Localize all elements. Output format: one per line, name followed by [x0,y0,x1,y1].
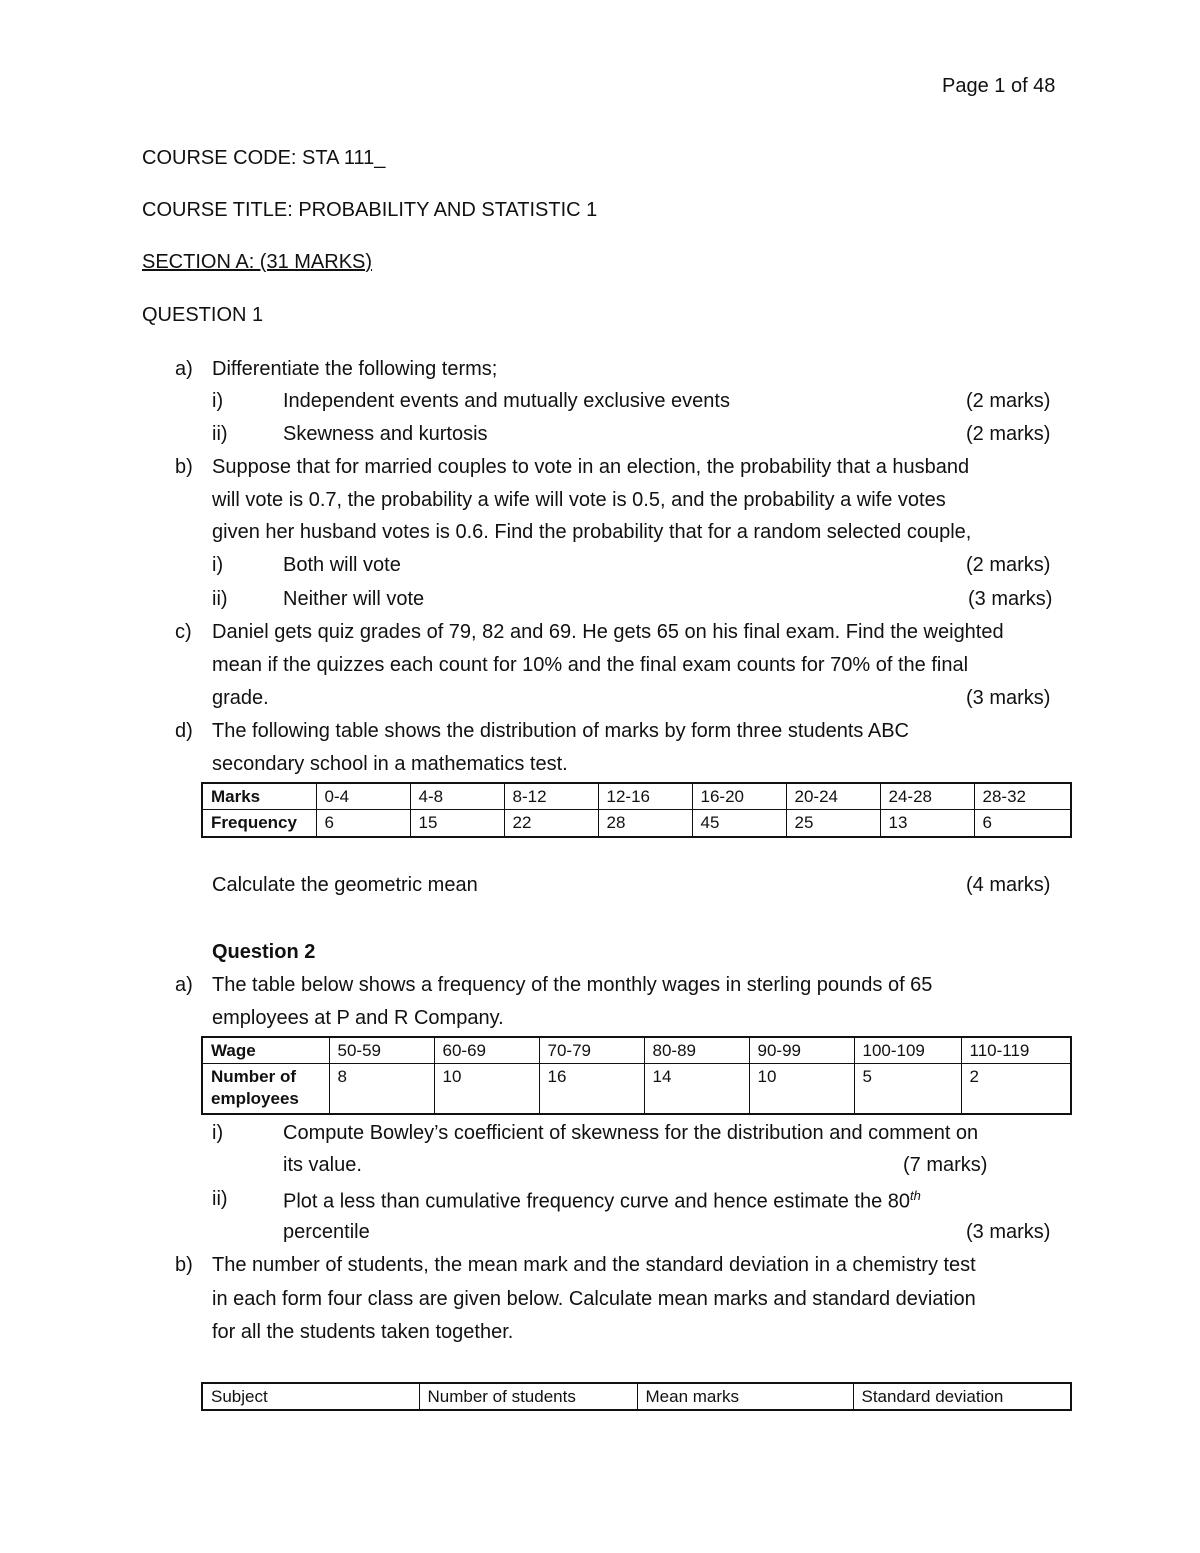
q2a-i-marks: (7 marks) [903,1154,988,1176]
table-cell: 28 [598,810,692,837]
page-number: Page 1 of 48 [942,75,1056,97]
table-cell: 0-4 [316,783,410,810]
q1b-ii-marks: (3 marks) [968,588,1053,610]
q2a-label: a) [175,974,193,996]
table-cell: Number of students [419,1383,637,1410]
table-row [202,810,1071,837]
cell-line: Number of [211,1067,296,1087]
q1b-ii-label: ii) [212,588,228,610]
q1a-label: a) [175,358,193,380]
table-cell: 10 [434,1064,539,1114]
table-row [202,783,1071,810]
table-cell: 10 [749,1064,854,1114]
table-cell: 6 [316,810,410,837]
table-row [202,1064,1071,1114]
q1a-i-text: Independent events and mutually exclusive events [283,390,730,412]
question-1-heading: QUESTION 1 [142,304,264,326]
table-cell: Subject [202,1383,419,1410]
q1b-i-text: Both will vote [283,554,401,576]
table-cell: 6 [974,810,1071,837]
q2b-line1: The number of students, the mean mark and the standard deviation in a chemistry test [212,1254,976,1276]
table-cell: 50-59 [329,1037,434,1064]
q1b-line1: Suppose that for married couples to vote in an election, the probability that a husband [212,456,970,478]
q2a-ii-line1-text: Plot a less than cumulative frequency curve and hence estimate the 80 [283,1190,911,1213]
q2b-line2: in each form four class are given below. Calculate mean marks and standard deviation [212,1288,976,1310]
q1c-line3: grade. [212,687,269,709]
table-cell: 60-69 [434,1037,539,1064]
table-cell: 22 [504,810,598,837]
table-cell: 12-16 [598,783,692,810]
q1a-ii-text: Skewness and kurtosis [283,423,488,445]
q2b-line3: for all the students taken together. [212,1321,514,1343]
table-cell: 28-32 [974,783,1071,810]
table-cell: 100-109 [854,1037,961,1064]
q1a-text: Differentiate the following terms; [212,358,498,380]
q1d-task: Calculate the geometric mean [212,874,478,896]
table-cell: 90-99 [749,1037,854,1064]
table-cell: 45 [692,810,786,837]
question-2-heading: Question 2 [212,941,316,963]
course-code: COURSE CODE: STA 111_ [142,147,386,169]
section-heading: SECTION A: (31 MARKS) [142,251,373,273]
q2a-ii-line1 [283,1189,921,1212]
course-title: COURSE TITLE: PROBABILITY AND STATISTIC 1 [142,199,598,221]
table-cell: 110-119 [961,1037,1071,1064]
q1c-label: c) [175,621,192,643]
table-cell: Standard deviation [853,1383,1071,1410]
chemistry-stats-table [201,1382,1072,1411]
q2a-ii-line2: percentile [283,1221,370,1243]
table-cell: 20-24 [786,783,880,810]
table-cell: 25 [786,810,880,837]
table-cell: Wage [202,1037,329,1064]
q1d-label: d) [175,720,193,742]
q1b-ii-text: Neither will vote [283,588,425,610]
q1c-line1: Daniel gets quiz grades of 79, 82 and 69. He gets 65 on his final exam. Find the weighted [212,621,1004,643]
q1b-label: b) [175,456,193,478]
q2a-ii-superscript: th [910,1188,921,1203]
table-cell: 16-20 [692,783,786,810]
table-cell: 5 [854,1064,961,1114]
q1a-ii-label: ii) [212,423,228,445]
table-cell: 4-8 [410,783,504,810]
table-cell: 13 [880,810,974,837]
q1a-i-marks: (2 marks) [966,390,1051,412]
q1d-line1: The following table shows the distribution of marks by form three students ABC [212,720,910,742]
table-row [202,1037,1071,1064]
table-cell: 8-12 [504,783,598,810]
q2a-ii-marks: (3 marks) [966,1221,1051,1243]
table-cell: 24-28 [880,783,974,810]
q2a-line1: The table below shows a frequency of the monthly wages in sterling pounds of 65 [212,974,933,996]
table-cell: 14 [644,1064,749,1114]
table-cell: 80-89 [644,1037,749,1064]
q1b-line3: given her husband votes is 0.6. Find the probability that for a random selected couple, [212,521,972,543]
q1d-line2: secondary school in a mathematics test. [212,753,568,775]
table-cell: 16 [539,1064,644,1114]
table-cell [202,1064,329,1114]
cell-line: employees [211,1088,299,1108]
marks-frequency-table [201,782,1072,838]
q1c-line2: mean if the quizzes each count for 10% and the final exam counts for 70% of the final [212,654,969,676]
q1a-ii-marks: (2 marks) [966,423,1051,445]
q1b-i-label: i) [212,554,224,576]
table-cell: Mean marks [637,1383,853,1410]
q2b-label: b) [175,1254,193,1276]
table-row [202,1383,1071,1410]
q1b-i-marks: (2 marks) [966,554,1051,576]
table-cell: 70-79 [539,1037,644,1064]
q2a-line2: employees at P and R Company. [212,1007,504,1029]
q2a-i-line1: Compute Bowley’s coefficient of skewness for the distribution and comment on [283,1122,979,1144]
q2a-i-line2: its value. [283,1154,362,1176]
table-cell: Marks [202,783,316,810]
q1c-marks: (3 marks) [966,687,1051,709]
table-cell: 8 [329,1064,434,1114]
q1b-line2: will vote is 0.7, the probability a wife will vote is 0.5, and the probability a wife votes [212,489,946,511]
table-cell: 2 [961,1064,1071,1114]
q1d-marks: (4 marks) [966,874,1051,896]
table-cell: 15 [410,810,504,837]
wage-frequency-table [201,1036,1072,1115]
q1a-i-label: i) [212,390,224,412]
table-cell: Frequency [202,810,316,837]
q2a-i-label: i) [212,1122,224,1144]
q2a-ii-label: ii) [212,1188,228,1210]
